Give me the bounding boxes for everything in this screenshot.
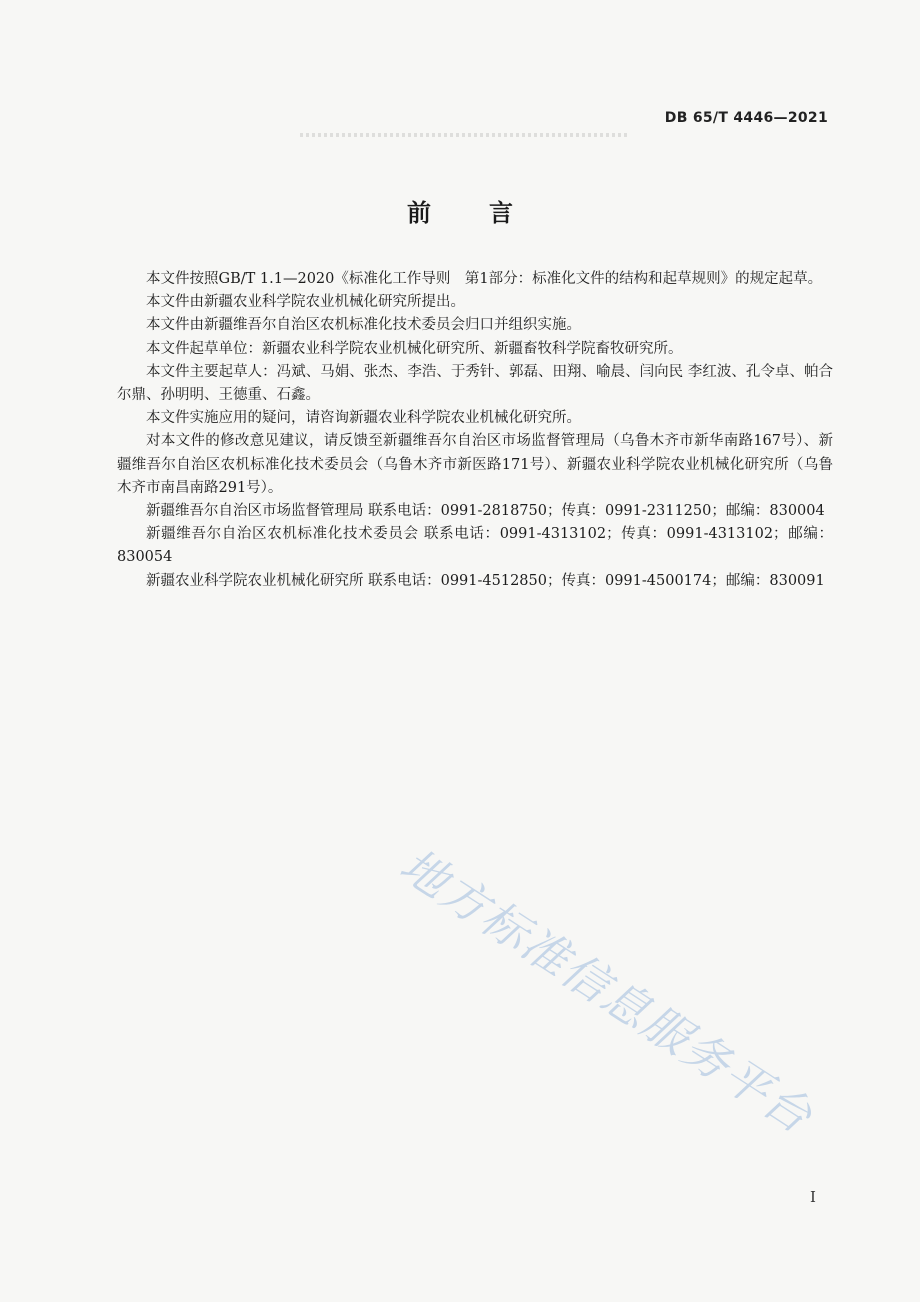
contact-mechanization-institute: 新疆农业科学院农业机械化研究所 联系电话：0991-4512850；传真：0991-4500174；邮编：830091 <box>146 572 825 589</box>
paragraph-feedback: 对本文件的修改意见建议，请反馈至新疆维吾尔自治区市场监督管理局（乌鲁木齐市新华南路167号）、新疆维吾尔自治区农机标准化技术委员会（乌鲁木齐市新医路171号）、新疆农业科学院农业机械化研究所（乌鲁木齐市南昌南路291号）。 <box>117 433 833 496</box>
page-number: I <box>810 1188 816 1206</box>
paragraph-drafting-rules: 本文件按照GB/T 1.1—2020《标准化工作导则 第1部分：标准化文件的结构和起草规则》的规定起草。 <box>146 271 823 287</box>
standard-code: DB 65/T 4446—2021 <box>664 110 828 126</box>
watermark: 地方标准信息服务平台 <box>390 837 823 1145</box>
contact-market-supervision: 新疆维吾尔自治区市场监督管理局 联系电话：0991-2818750；传真：0991-2311250；邮编：830004 <box>146 503 825 520</box>
paragraph-inquiries: 本文件实施应用的疑问，请咨询新疆农业科学院农业机械化研究所。 <box>146 410 581 427</box>
paragraph-drafters: 本文件主要起草人：冯斌、马娟、张杰、李浩、于秀针、郭磊、田翔、喻晨、闫向民 李红波、孔令卓、帕合尔鼎、孙明明、王德重、石鑫。 <box>117 363 833 404</box>
contact-standardization-committee: 新疆维吾尔自治区农机标准化技术委员会 联系电话：0991-4313102；传真：0991-4313102；邮编：830054 <box>117 526 833 566</box>
paragraph-proposer: 本文件由新疆农业科学院农业机械化研究所提出。 <box>146 294 465 311</box>
page-title: 前言 <box>407 199 571 227</box>
paragraph-drafting-units: 本文件起草单位：新疆农业科学院农业机械化研究所、新疆畜牧科学院畜牧研究所。 <box>146 340 683 357</box>
paragraph-administrator: 本文件由新疆维吾尔自治区农机标准化技术委员会归口并组织实施。 <box>146 317 581 334</box>
header-rule <box>300 133 630 137</box>
foreword-body <box>117 268 833 593</box>
